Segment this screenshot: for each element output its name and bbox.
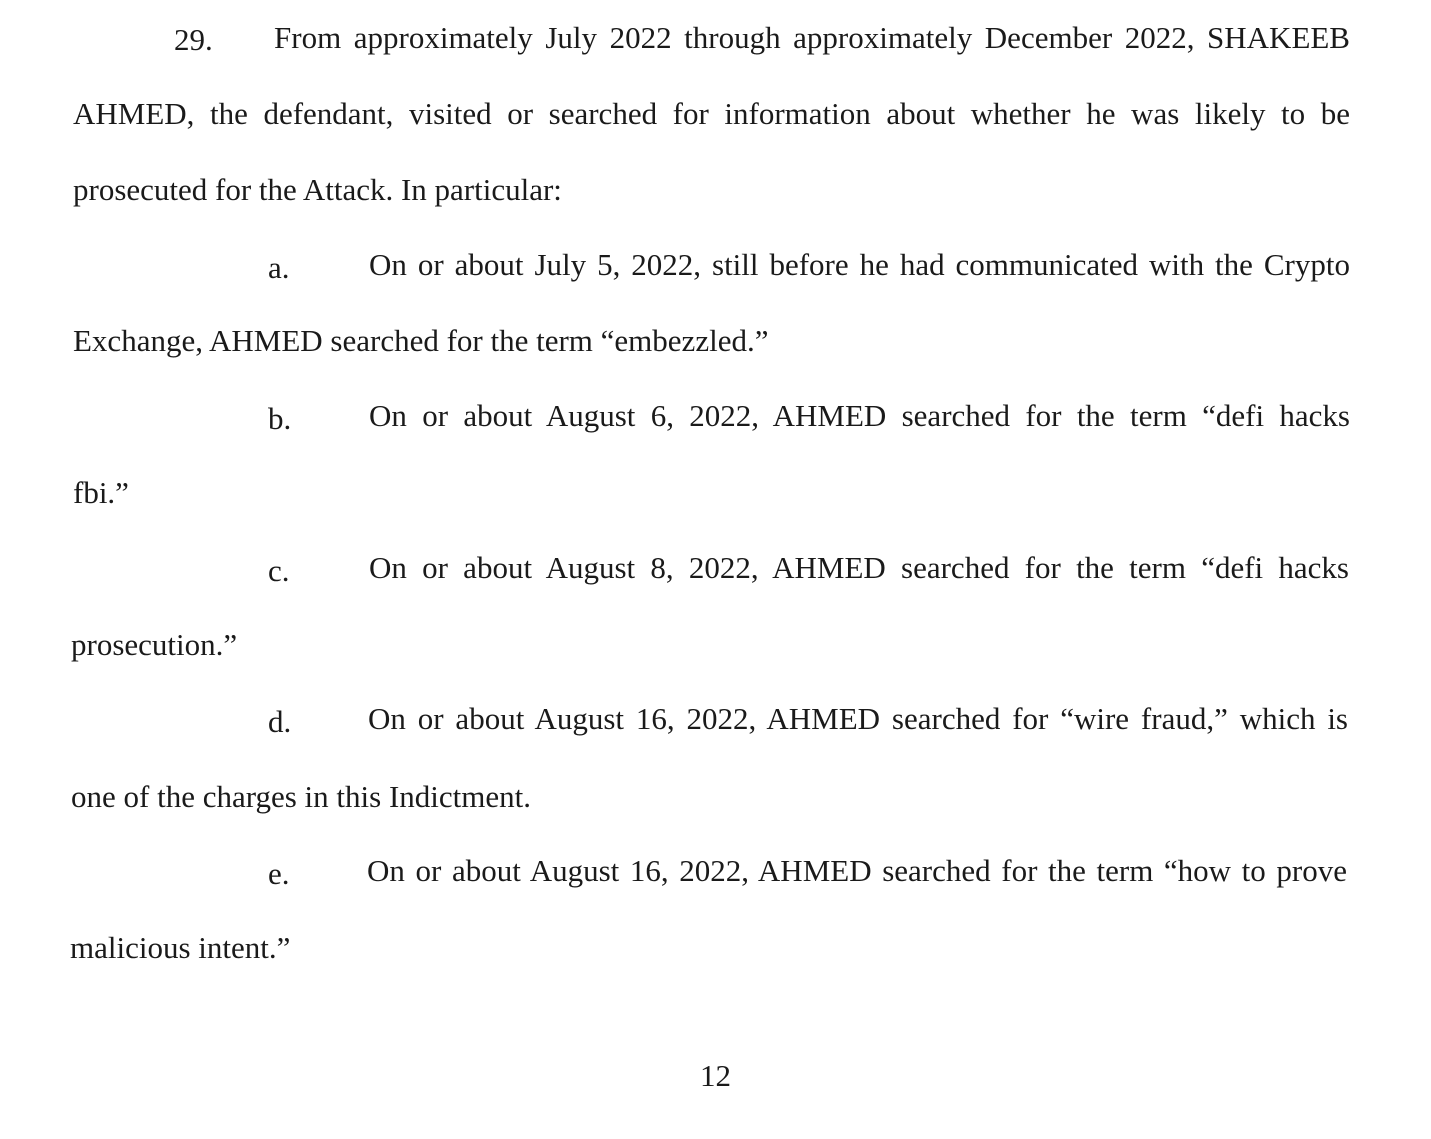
item-e-line-1: On or about August 16, 2022, AHMED searched for the term “how to prove — [367, 853, 1347, 888]
page-number: 12 — [700, 1058, 731, 1093]
item-c-line-2: prosecution.” — [71, 627, 238, 662]
paragraph-29-line-3: prosecuted for the Attack. In particular: — [73, 172, 562, 207]
item-c-marker: c. — [268, 553, 290, 588]
paragraph-29-line-1: From approximately July 2022 through approximately December 2022, SHAKEEB — [274, 20, 1350, 55]
paragraph-number: 29. — [174, 22, 213, 57]
paragraph-29-line-2: AHMED, the defendant, visited or searched for information about whether he was likely to be — [73, 96, 1350, 131]
item-e-line-2: malicious intent.” — [70, 930, 291, 965]
item-a-line-2: Exchange, AHMED searched for the term “embezzled.” — [73, 323, 769, 358]
item-d-marker: d. — [268, 704, 292, 739]
item-a-marker: a. — [268, 250, 290, 285]
item-d-line-1: On or about August 16, 2022, AHMED searched for “wire fraud,” which is — [368, 701, 1348, 736]
item-a-line-1: On or about July 5, 2022, still before he had communicated with the Crypto — [369, 247, 1350, 282]
item-d-line-2: one of the charges in this Indictment. — [71, 779, 532, 814]
item-c-line-1: On or about August 8, 2022, AHMED searched for the term “defi hacks — [369, 550, 1349, 585]
item-b-line-1: On or about August 6, 2022, AHMED searched for the term “defi hacks — [369, 398, 1350, 433]
item-b-marker: b. — [268, 401, 292, 436]
item-e-marker: e. — [268, 856, 290, 891]
item-b-line-2: fbi.” — [73, 475, 129, 510]
